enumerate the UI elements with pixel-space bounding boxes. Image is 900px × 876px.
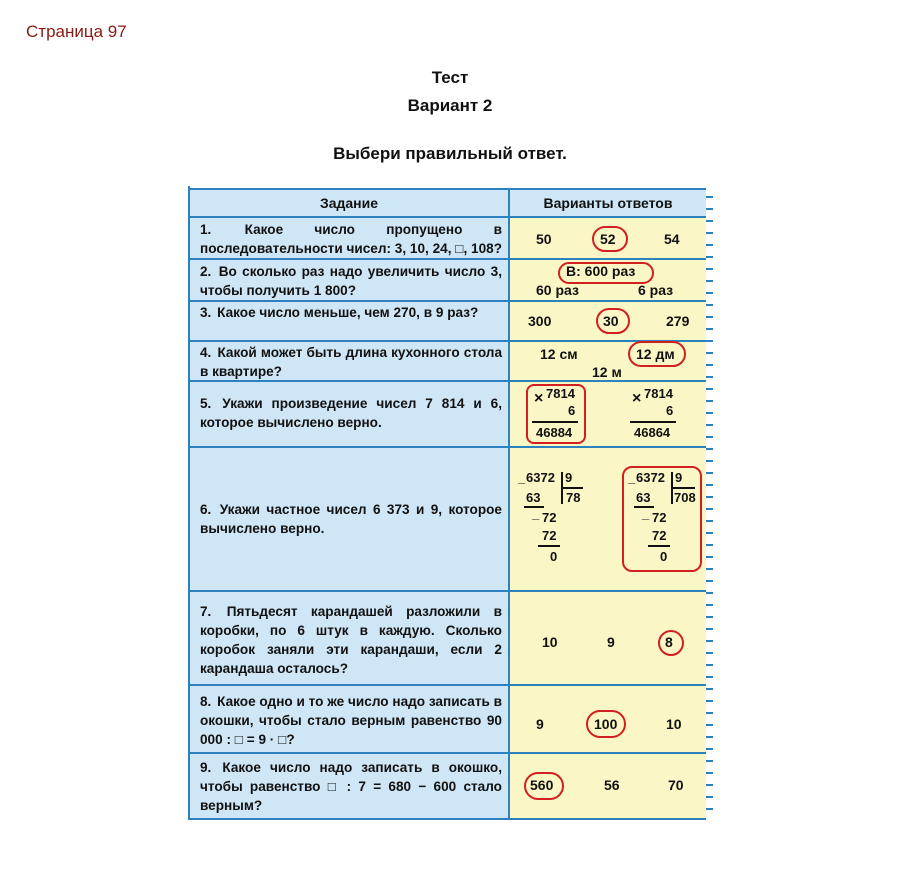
option[interactable]: 50 [536, 231, 552, 247]
option-correct[interactable]: 8 [665, 634, 673, 650]
option[interactable]: 10 [666, 716, 682, 732]
div-line [648, 545, 670, 547]
option[interactable]: 279 [666, 313, 690, 329]
minus-sign: _ [518, 470, 526, 485]
minus-sign: _ [628, 470, 636, 485]
mult-result: 46884 [536, 425, 573, 440]
table-row [190, 218, 706, 260]
option[interactable]: 6 раз [638, 282, 674, 298]
table-border-bottom [188, 818, 712, 820]
option[interactable]: 9 [607, 634, 615, 650]
question-text: 3. Какое число меньше, чем 270, в 9 раз? [200, 305, 479, 320]
table-row [190, 448, 706, 592]
question-text: 5. Укажи произведение чисел 7 814 и 6, которое вычислено верно. [200, 396, 502, 430]
partial: 72 [542, 510, 557, 525]
subtrahend: 63 [526, 490, 541, 505]
table-row [190, 382, 706, 448]
remainder: 0 [550, 549, 558, 564]
partial: 72 [542, 528, 557, 543]
table-row [190, 342, 706, 382]
option-correct[interactable]: 52 [600, 231, 616, 247]
option[interactable]: 300 [528, 313, 552, 329]
table-row [190, 686, 706, 754]
option-correct[interactable]: 100 [594, 716, 618, 732]
option-correct[interactable]: В: 600 раз [566, 263, 636, 279]
table-border-left [188, 186, 190, 820]
option[interactable]: 12 м [592, 364, 622, 380]
quotient: 708 [674, 490, 696, 505]
mult-factor: 7814 [644, 386, 673, 401]
header-answers: Варианты ответов [510, 188, 706, 218]
mult-factor: 6 [568, 403, 576, 418]
div-line [563, 487, 583, 489]
mult-factor: 7814 [546, 386, 575, 401]
question-text: 9. Какое число надо записать в окошко, чтобы равенство □ : 7 = 680 − 600 стало верным? [200, 760, 503, 813]
test-table [188, 186, 713, 822]
div-line [673, 487, 695, 489]
option-correct[interactable]: 30 [603, 313, 619, 329]
question-text: 8. Какое одно и то же число надо записать в окошки, чтобы стало верным равенство 90 000 : □ = 9 · □? [200, 694, 502, 747]
subtrahend: 63 [636, 490, 651, 505]
divisor: 9 [675, 470, 683, 485]
option[interactable]: 9 [536, 716, 544, 732]
option[interactable]: 56 [604, 777, 620, 793]
question-text: 2. Во сколько раз надо увеличить число 3, чтобы получить 1 800? [200, 264, 502, 298]
mult-sign: × [534, 390, 544, 407]
dividend: 6372 [526, 470, 555, 485]
mult-factor: 6 [666, 403, 674, 418]
option[interactable]: 60 раз [536, 282, 579, 298]
option[interactable]: 12 см [540, 346, 578, 362]
mult-result: 46864 [634, 425, 671, 440]
divisor: 9 [565, 470, 573, 485]
table-row [190, 592, 706, 686]
mult-line [532, 421, 578, 423]
question-text: 1. Какое число пропущено в последовательности чисел: 3, 10, 24, □, 108? [200, 222, 503, 256]
mult-sign: × [632, 390, 642, 407]
quotient: 78 [566, 490, 581, 505]
option[interactable]: 10 [542, 634, 558, 650]
dividend: 6372 [636, 470, 665, 485]
table-header [190, 188, 706, 218]
option[interactable]: 70 [668, 777, 684, 793]
table-row [190, 260, 706, 302]
page-link[interactable]: Страница 97 [26, 22, 127, 41]
partial: 72 [652, 528, 667, 543]
question-text: 7. Пятьдесят карандашей разложили в коробки, по 6 штук в каждую. Сколько коробок заняли эти карандаши, если 2 карандаша осталось? [200, 604, 502, 676]
mult-line [630, 421, 676, 423]
question-text: 4. Какой может быть длина кухонного стола в квартире? [200, 345, 503, 379]
remainder: 0 [660, 549, 668, 564]
header-task: Задание [190, 188, 510, 218]
option[interactable]: 54 [664, 231, 680, 247]
partial: 72 [652, 510, 667, 525]
minus-sign: _ [532, 506, 540, 521]
instruction: Выбери правильный ответ. [333, 144, 567, 163]
option-correct[interactable]: 560 [530, 777, 554, 793]
option-correct[interactable]: 12 дм [636, 346, 675, 362]
table-row [190, 754, 706, 820]
div-line [538, 545, 560, 547]
question-text: 6. Укажи частное чисел 6 373 и 9, которое вычислено верно. [200, 502, 502, 536]
variant-title: Вариант 2 [407, 96, 493, 115]
page-edge [706, 186, 713, 820]
test-title: Тест [431, 68, 469, 87]
minus-sign: _ [642, 506, 650, 521]
table-row [190, 302, 706, 342]
